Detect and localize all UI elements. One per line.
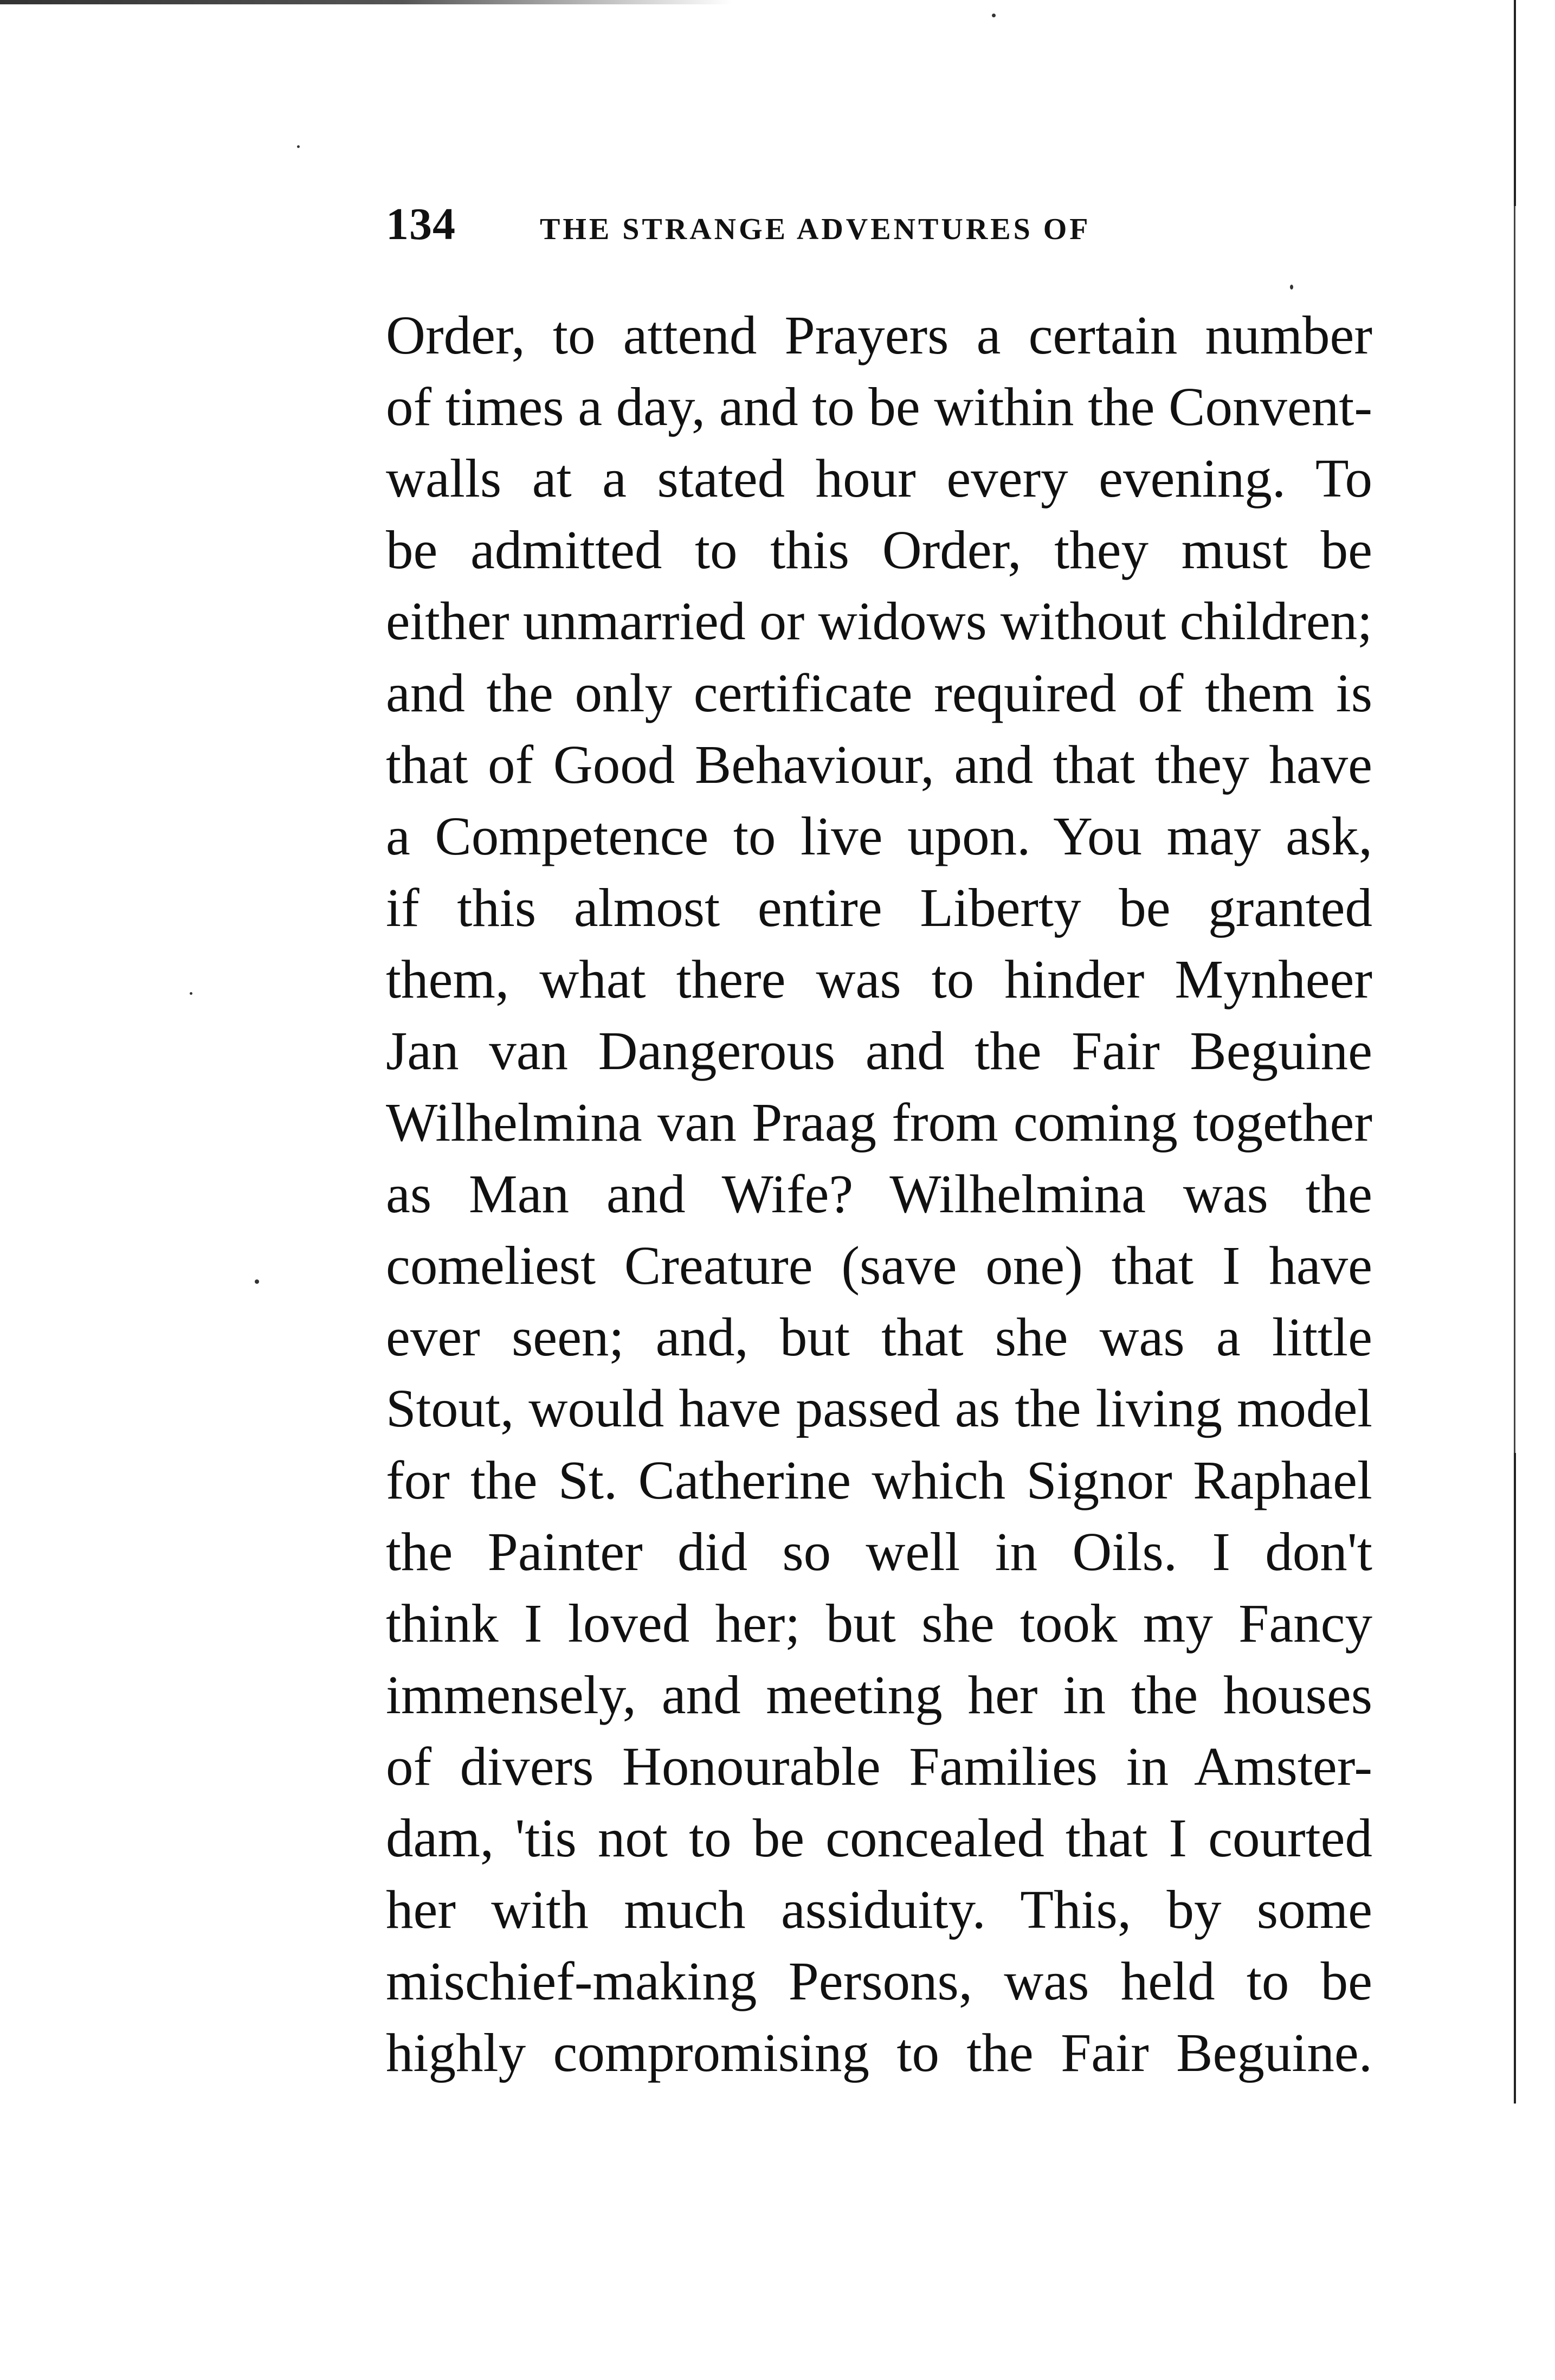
page-number: 134 [386, 199, 456, 249]
text-line: for the St. Catherine which Signor Raphael [386, 1450, 1372, 1510]
text-line: mischief-making Persons, was held to be [386, 1951, 1372, 2011]
running-title: THE STRANGE ADVENTURES OF [540, 213, 1091, 246]
scan-speck [992, 14, 996, 17]
text-line: as Man and Wife? Wilhelmina was the [386, 1163, 1372, 1224]
scan-edge-line [1514, 206, 1515, 1453]
text-line: ever seen; and, but that she was a little [386, 1307, 1372, 1367]
text-line: Wilhelmina van Praag from coming together [386, 1092, 1372, 1153]
text-line: comeliest Creature (save one) that I have [386, 1235, 1372, 1296]
text-line: highly compromising to the Fair Beguine. [386, 2022, 1372, 2083]
scan-speck [1290, 285, 1293, 290]
text-line: them, what there was to hinder Mynheer [386, 949, 1372, 1009]
text-line: Stout, would have passed as the living model [386, 1378, 1372, 1438]
scan-speck [190, 992, 192, 995]
text-line: either unmarried or widows without children; [386, 591, 1372, 651]
text-line: be admitted to this Order, they must be [386, 519, 1372, 580]
text-line: a Competence to live upon. You may ask, [386, 806, 1372, 866]
text-line: Jan van Dangerous and the Fair Beguine [386, 1020, 1372, 1081]
text-line: and the only certificate required of them is [386, 662, 1372, 723]
text-line: the Painter did so well in Oils. I don't [386, 1521, 1372, 1582]
running-head [386, 198, 1362, 258]
text-line: if this almost entire Liberty be granted [386, 877, 1372, 938]
text-line: of times a day, and to be within the Convent- [386, 376, 1372, 437]
scan-edge-line [1514, 0, 1516, 206]
scan-edge-line [1514, 1453, 1516, 2104]
text-line: dam, 'tis not to be concealed that I courted [386, 1807, 1372, 1868]
text-line: think I loved her; but she took my Fancy [386, 1593, 1372, 1654]
text-line: walls at a stated hour every evening. To [386, 448, 1372, 509]
scan-speck [255, 1279, 259, 1284]
text-line: that of Good Behaviour, and that they have [386, 734, 1372, 795]
text-line: Order, to attend Prayers a certain number [386, 305, 1372, 365]
text-line: immensely, and meeting her in the houses [386, 1664, 1372, 1725]
body-text [386, 299, 1372, 2088]
text-line: her with much assiduity. This, by some [386, 1879, 1372, 1940]
scan-artifact-top [0, 0, 732, 4]
text-line: of divers Honourable Families in Amster- [386, 1736, 1372, 1797]
scan-speck [297, 145, 300, 148]
